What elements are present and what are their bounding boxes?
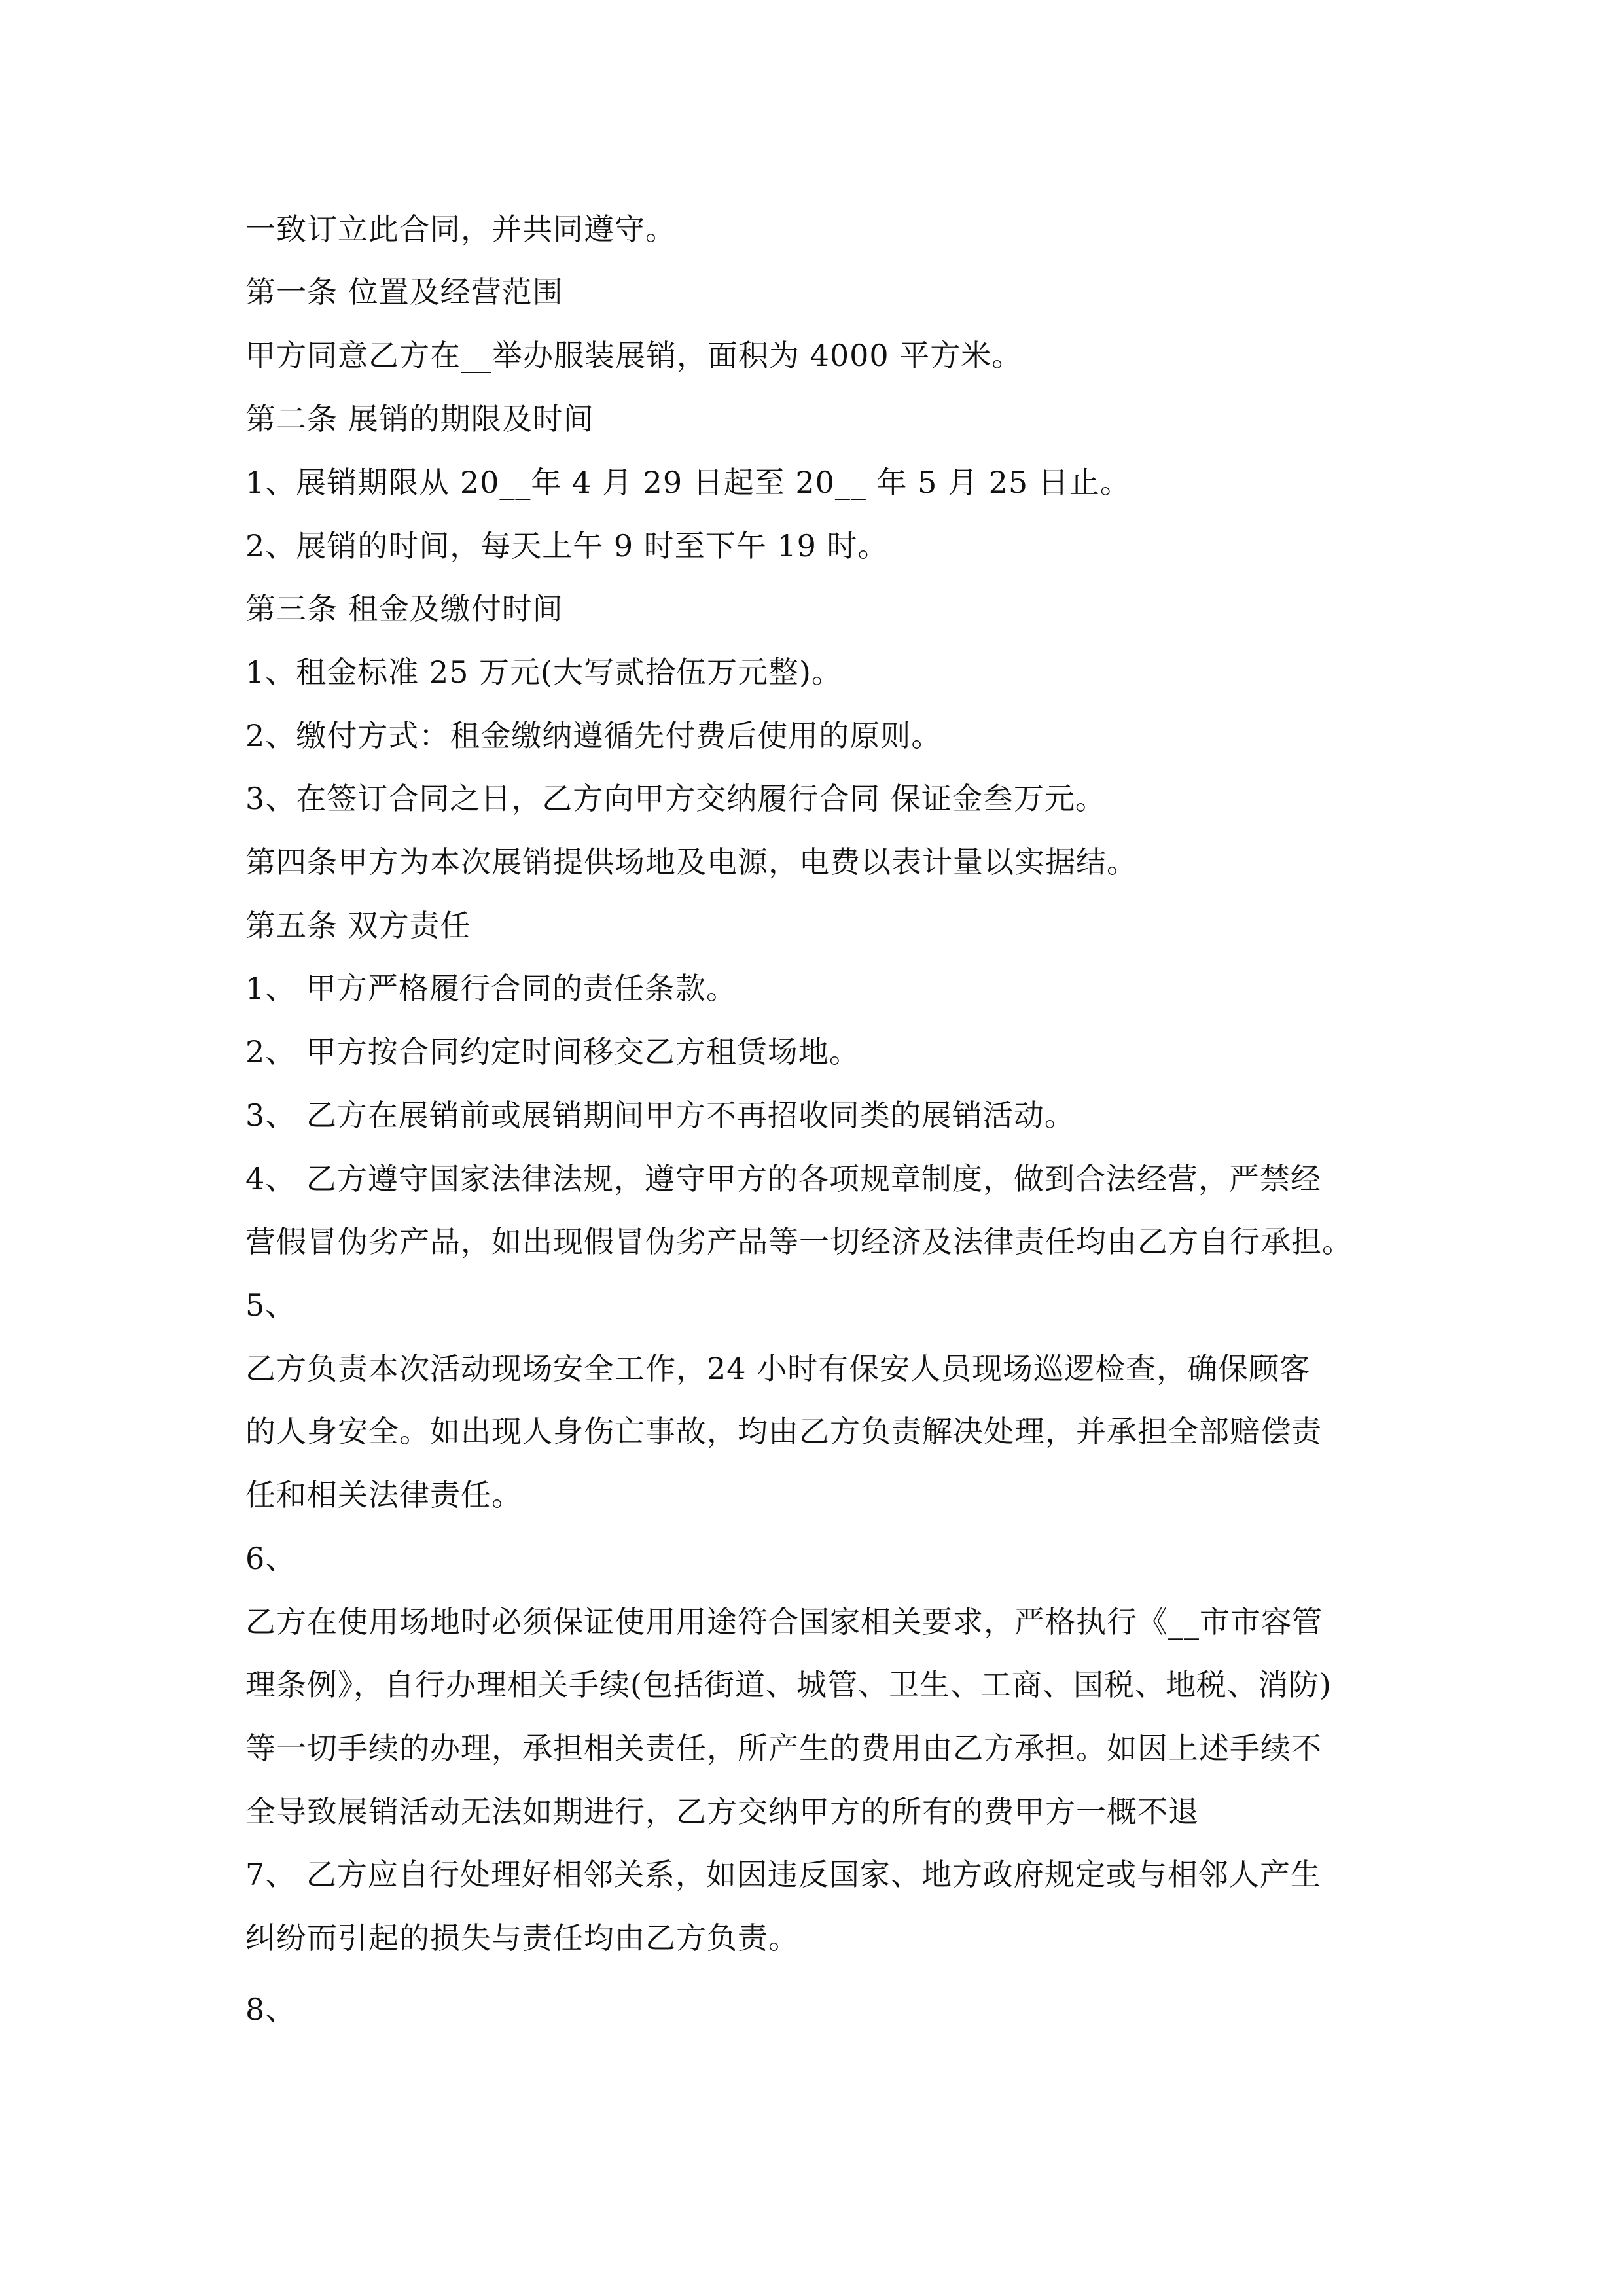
text-line: 2、展销的时间，每天上午 9 时至下午 19 时。 <box>245 528 889 564</box>
text-line: 4、 乙方遵守国家法律法规，遵守甲方的各项规章制度，做到合法经营，严禁经 <box>245 1161 1321 1196</box>
text-line: 乙方负责本次活动现场安全工作，24 小时有保安人员现场巡逻检查，确保顾客 <box>245 1351 1311 1386</box>
text-line: 1、 甲方严格履行合同的责任条款。 <box>245 971 737 1006</box>
text-line: 营假冒伪劣产品，如出现假冒伪劣产品等一切经济及法律责任均由乙方自行承担。 <box>245 1224 1353 1259</box>
text-line: 任和相关法律责任。 <box>245 1477 522 1513</box>
text-line: 乙方在使用场地时必须保证使用用途符合国家相关要求，严格执行《__市市容管 <box>245 1604 1323 1640</box>
text-line: 全导致展销活动无法如期进行，乙方交纳甲方的所有的费甲方一概不退 <box>245 1794 1199 1829</box>
article-heading: 第一条 位置及经营范围 <box>245 274 563 310</box>
text-line: 2、缴付方式：租金缴纳遵循先付费后使用的原则。 <box>245 718 942 753</box>
text-line: 甲方同意乙方在__举办服装展销，面积为 4000 平方米。 <box>245 338 1023 373</box>
text-line: 3、在签订合同之日，乙方向甲方交纳履行合同 保证金叁万元。 <box>245 781 1106 816</box>
text-line: 纠纷而引起的损失与责任均由乙方负责。 <box>245 1920 799 1956</box>
article-heading: 第二条 展销的期限及时间 <box>245 401 594 437</box>
text-line: 2、 甲方按合同约定时间移交乙方租赁场地。 <box>245 1034 860 1069</box>
text-line: 1、租金标准 25 万元(大写贰拾伍万元整)。 <box>245 655 842 690</box>
text-line: 一致订立此合同，并共同遵守。 <box>245 211 676 247</box>
text-line: 等一切手续的办理，承担相关责任，所产生的费用由乙方承担。如因上述手续不 <box>245 1731 1322 1766</box>
text-line: 5、 <box>245 1287 296 1323</box>
article-heading: 第四条甲方为本次展销提供场地及电源，电费以表计量以实据结。 <box>245 844 1137 880</box>
text-line: 理条例》，自行办理相关手续(包括街道、城管、卫生、工商、国税、地税、消防) <box>245 1667 1332 1702</box>
text-line: 的人身安全。如出现人身伤亡事故，均由乙方负责解决处理，并承担全部赔偿责 <box>245 1414 1322 1449</box>
text-line: 1、展销期限从 20__年 4 月 29 日起至 20__ 年 5 月 25 日止。 <box>245 465 1131 500</box>
text-line: 3、 乙方在展销前或展销期间甲方不再招收同类的展销活动。 <box>245 1098 1075 1133</box>
text-line: 6、 <box>245 1541 296 1576</box>
text-line: 8、 <box>245 1992 296 2027</box>
article-heading: 第三条 租金及缴付时间 <box>245 591 563 626</box>
text-line: 7、 乙方应自行处理好相邻关系，如因违反国家、地方政府规定或与相邻人产生 <box>245 1857 1321 1892</box>
article-heading: 第五条 双方责任 <box>245 908 471 943</box>
